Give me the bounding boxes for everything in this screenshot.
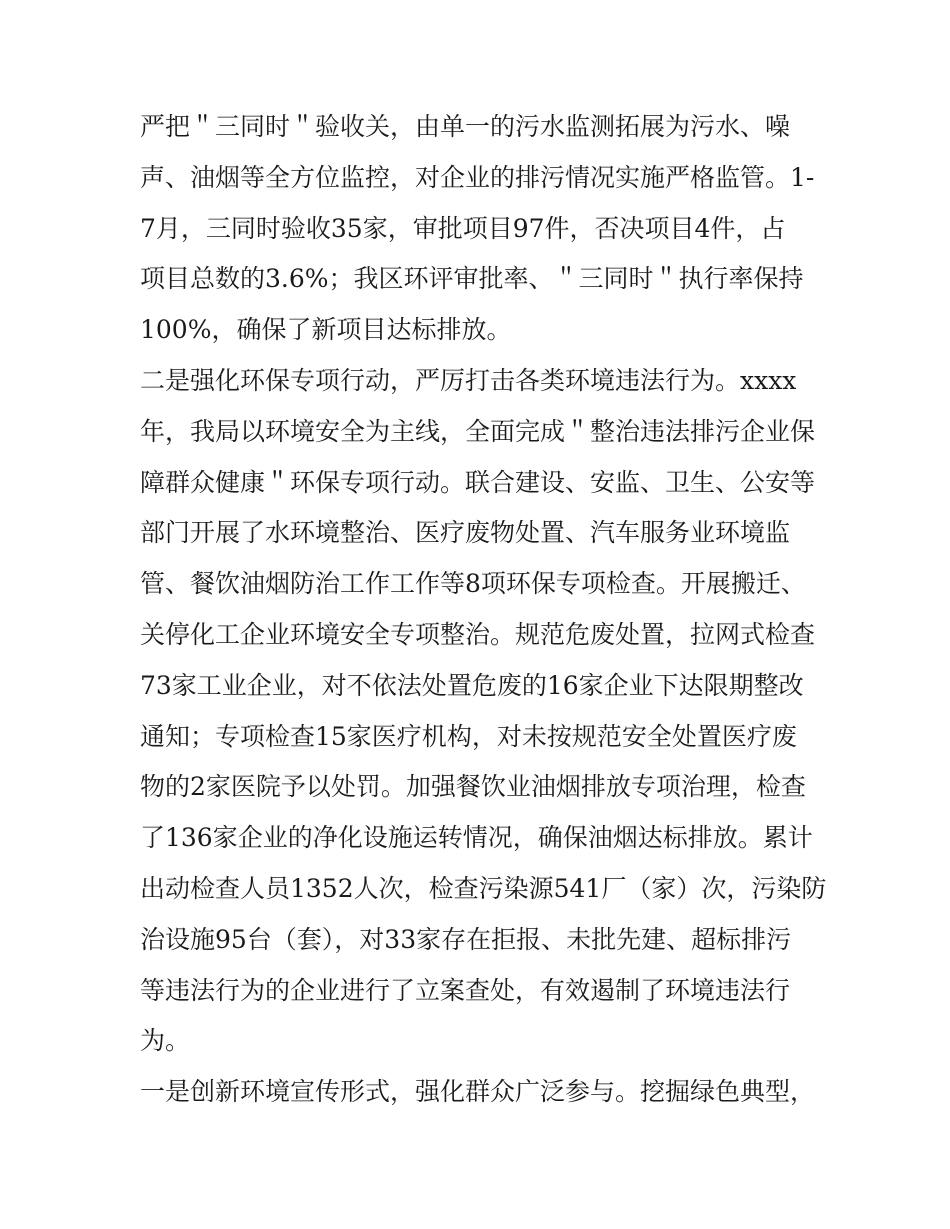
text-line: 等违法行为的企业进行了立案查处，有效遏制了环境违法行 bbox=[140, 975, 791, 1005]
text-line: 出动检查人员1352人次，检查污染源541厂（家）次，污染防 bbox=[140, 873, 827, 903]
text-line: 关停化工企业环境安全专项整治。规范危废处置，拉网式检查 bbox=[140, 619, 816, 649]
text-line: 73家工业企业，对不依法处置危废的16家企业下达限期整改 bbox=[140, 670, 804, 700]
text-line: 100%，确保了新项目达标排放。 bbox=[140, 315, 512, 345]
text-line: 管、餐饮油烟防治工作工作等8项环保专项检查。开展搬迁、 bbox=[140, 569, 806, 599]
text-line: 物的2家医院予以处罚。加强餐饮业油烟排放专项治理，检查 bbox=[140, 772, 806, 802]
text-line: 二是强化环保专项行动，严厉打击各类环境违法行为。xxxx bbox=[140, 365, 797, 395]
text-line: 通知；专项检查15家医疗机构，对未按规范安全处置医疗废 bbox=[140, 721, 797, 751]
text-line: 障群众健康＂环保专项行动。联合建设、安监、卫生、公安等 bbox=[140, 467, 816, 497]
text-line: 治设施95台（套），对33家存在拒报、未批先建、超标排污 bbox=[140, 924, 792, 954]
body-text bbox=[140, 102, 830, 1118]
text-line: 严把＂三同时＂验收关，由单一的污水监测拓展为污水、噪 bbox=[140, 112, 791, 141]
text-line: 部门开展了水环境整治、医疗废物处置、汽车服务业环境监 bbox=[140, 518, 791, 548]
text-line: 7月，三同时验收35家，审批项目97件，否决项目4件，占 bbox=[140, 213, 786, 243]
text-line: 年，我局以环境安全为主线，全面完成＂整治违法排污企业保 bbox=[140, 416, 816, 446]
text-line: 声、油烟等全方位监控，对企业的排污情况实施严格监管。1- bbox=[140, 162, 815, 192]
text-line: 项目总数的3.6%；我区环评审批率、＂三同时＂执行率保持 bbox=[140, 264, 804, 294]
text-line: 了136家企业的净化设施运转情况，确保油烟达标排放。累计 bbox=[140, 823, 813, 853]
text-line: 一是创新环境宣传形式，强化群众广泛参与。挖掘绿色典型， bbox=[140, 1077, 816, 1107]
text-line: 为。 bbox=[140, 1026, 191, 1056]
